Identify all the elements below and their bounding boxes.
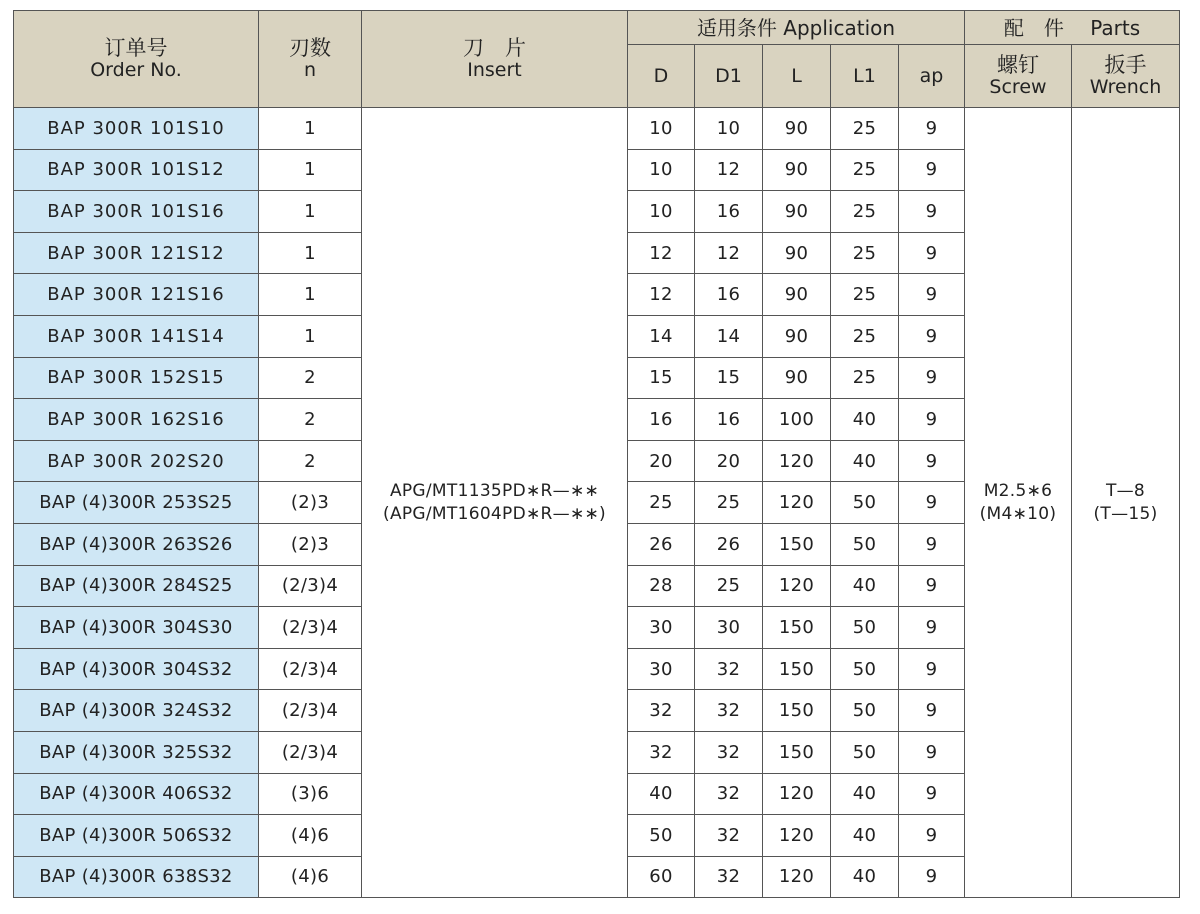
cell-order-no: BAP (4)300R 263S26 bbox=[14, 523, 259, 565]
cell-order-no: BAP 300R 162S16 bbox=[14, 399, 259, 441]
cell-d: 14 bbox=[628, 315, 695, 357]
cell-d: 12 bbox=[628, 232, 695, 274]
cell-ap: 9 bbox=[899, 815, 965, 857]
cell-order-no: BAP 300R 152S15 bbox=[14, 357, 259, 399]
cell-d: 16 bbox=[628, 399, 695, 441]
header-flutes bbox=[259, 11, 362, 108]
cell-ap: 9 bbox=[899, 648, 965, 690]
cell-l1: 25 bbox=[831, 232, 899, 274]
cell-l: 100 bbox=[763, 399, 831, 441]
cell-d1: 30 bbox=[695, 607, 763, 649]
cell-flutes: 1 bbox=[259, 232, 362, 274]
cell-l: 120 bbox=[763, 440, 831, 482]
cell-order-no: BAP (4)300R 506S32 bbox=[14, 815, 259, 857]
table-row bbox=[14, 108, 1180, 150]
cell-flutes: 2 bbox=[259, 399, 362, 441]
cell-l1: 40 bbox=[831, 773, 899, 815]
cell-order-no: BAP (4)300R 406S32 bbox=[14, 773, 259, 815]
cell-d1: 32 bbox=[695, 648, 763, 690]
cell-d1: 14 bbox=[695, 315, 763, 357]
cell-l: 150 bbox=[763, 648, 831, 690]
header-insert-cn: 刀 片 bbox=[463, 36, 526, 60]
cell-flutes: 1 bbox=[259, 108, 362, 150]
cell-ap: 9 bbox=[899, 731, 965, 773]
cell-d1: 15 bbox=[695, 357, 763, 399]
cell-ap: 9 bbox=[899, 108, 965, 150]
cell-flutes: 1 bbox=[259, 149, 362, 191]
cell-l1: 25 bbox=[831, 357, 899, 399]
cell-flutes: (2/3)4 bbox=[259, 648, 362, 690]
cell-ap: 9 bbox=[899, 440, 965, 482]
cell-l: 90 bbox=[763, 108, 831, 150]
cell-d: 10 bbox=[628, 149, 695, 191]
cell-order-no: BAP 300R 101S12 bbox=[14, 149, 259, 191]
cell-l1: 50 bbox=[831, 690, 899, 732]
cell-d1: 32 bbox=[695, 856, 763, 898]
cell-order-no: BAP (4)300R 638S32 bbox=[14, 856, 259, 898]
header-screw-cn: 螺钉 bbox=[997, 53, 1039, 77]
cell-d: 60 bbox=[628, 856, 695, 898]
cell-flutes: 2 bbox=[259, 357, 362, 399]
header-insert-en: Insert bbox=[467, 59, 522, 82]
cell-d: 32 bbox=[628, 731, 695, 773]
cell-order-no: BAP (4)300R 325S32 bbox=[14, 731, 259, 773]
header-wrench-en: Wrench bbox=[1089, 76, 1162, 99]
cell-insert bbox=[362, 108, 628, 898]
cell-flutes: (4)6 bbox=[259, 856, 362, 898]
cell-l: 150 bbox=[763, 607, 831, 649]
cell-l: 120 bbox=[763, 856, 831, 898]
cell-ap: 9 bbox=[899, 191, 965, 233]
cell-order-no: BAP 300R 141S14 bbox=[14, 315, 259, 357]
wrench-line-1: T—8 bbox=[1105, 480, 1146, 501]
header-col-l: L bbox=[763, 45, 831, 108]
cell-l1: 50 bbox=[831, 648, 899, 690]
cell-flutes: 2 bbox=[259, 440, 362, 482]
insert-line-1: APG/MT1135PD∗R—∗∗ bbox=[389, 480, 600, 501]
cell-l1: 40 bbox=[831, 440, 899, 482]
cell-d1: 32 bbox=[695, 815, 763, 857]
cell-order-no: BAP (4)300R 304S30 bbox=[14, 607, 259, 649]
cell-flutes: (3)6 bbox=[259, 773, 362, 815]
header-order-en: Order No. bbox=[90, 59, 182, 82]
header-screw bbox=[965, 45, 1072, 108]
cell-ap: 9 bbox=[899, 315, 965, 357]
header-col-d1: D1 bbox=[695, 45, 763, 108]
cell-order-no: BAP 300R 101S16 bbox=[14, 191, 259, 233]
cell-d1: 32 bbox=[695, 690, 763, 732]
cell-ap: 9 bbox=[899, 232, 965, 274]
cell-l: 120 bbox=[763, 815, 831, 857]
cell-l: 150 bbox=[763, 731, 831, 773]
cell-l1: 40 bbox=[831, 399, 899, 441]
cell-l1: 50 bbox=[831, 482, 899, 524]
cell-order-no: BAP 300R 121S12 bbox=[14, 232, 259, 274]
cell-l1: 25 bbox=[831, 108, 899, 150]
cell-ap: 9 bbox=[899, 482, 965, 524]
cell-d1: 16 bbox=[695, 274, 763, 316]
header-wrench bbox=[1072, 45, 1180, 108]
cell-l1: 40 bbox=[831, 815, 899, 857]
header-flutes-cn: 刃数 bbox=[289, 36, 331, 60]
spec-table-wrapper bbox=[13, 10, 1180, 898]
spec-table bbox=[13, 10, 1180, 898]
cell-d: 30 bbox=[628, 648, 695, 690]
cell-order-no: BAP (4)300R 253S25 bbox=[14, 482, 259, 524]
cell-d1: 26 bbox=[695, 523, 763, 565]
cell-order-no: BAP (4)300R 284S25 bbox=[14, 565, 259, 607]
cell-d: 32 bbox=[628, 690, 695, 732]
cell-ap: 9 bbox=[899, 357, 965, 399]
cell-ap: 9 bbox=[899, 523, 965, 565]
cell-d: 10 bbox=[628, 108, 695, 150]
cell-order-no: BAP 300R 101S10 bbox=[14, 108, 259, 150]
cell-ap: 9 bbox=[899, 274, 965, 316]
cell-flutes: (2/3)4 bbox=[259, 607, 362, 649]
cell-l: 90 bbox=[763, 274, 831, 316]
cell-d1: 25 bbox=[695, 565, 763, 607]
header-flutes-en: n bbox=[303, 59, 317, 82]
cell-wrench bbox=[1072, 108, 1180, 898]
cell-d1: 25 bbox=[695, 482, 763, 524]
cell-d1: 10 bbox=[695, 108, 763, 150]
cell-flutes: (2/3)4 bbox=[259, 731, 362, 773]
cell-d: 26 bbox=[628, 523, 695, 565]
cell-order-no: BAP (4)300R 304S32 bbox=[14, 648, 259, 690]
cell-l: 120 bbox=[763, 482, 831, 524]
cell-d: 50 bbox=[628, 815, 695, 857]
cell-l1: 40 bbox=[831, 565, 899, 607]
cell-flutes: (2/3)4 bbox=[259, 565, 362, 607]
cell-d1: 32 bbox=[695, 731, 763, 773]
cell-l1: 25 bbox=[831, 149, 899, 191]
cell-l1: 50 bbox=[831, 523, 899, 565]
cell-d: 40 bbox=[628, 773, 695, 815]
cell-d1: 12 bbox=[695, 149, 763, 191]
cell-ap: 9 bbox=[899, 773, 965, 815]
cell-screw bbox=[965, 108, 1072, 898]
header-order-cn: 订单号 bbox=[104, 36, 168, 60]
cell-l1: 40 bbox=[831, 856, 899, 898]
cell-l1: 50 bbox=[831, 731, 899, 773]
cell-l1: 25 bbox=[831, 191, 899, 233]
cell-order-no: BAP (4)300R 324S32 bbox=[14, 690, 259, 732]
cell-d: 28 bbox=[628, 565, 695, 607]
cell-flutes: 1 bbox=[259, 191, 362, 233]
cell-flutes: 1 bbox=[259, 274, 362, 316]
cell-d: 30 bbox=[628, 607, 695, 649]
cell-l1: 50 bbox=[831, 607, 899, 649]
cell-flutes: (2)3 bbox=[259, 482, 362, 524]
cell-ap: 9 bbox=[899, 399, 965, 441]
cell-ap: 9 bbox=[899, 149, 965, 191]
cell-d1: 12 bbox=[695, 232, 763, 274]
cell-order-no: BAP 300R 202S20 bbox=[14, 440, 259, 482]
insert-line-2: (APG/MT1604PD∗R—∗∗) bbox=[383, 503, 606, 524]
cell-l1: 25 bbox=[831, 315, 899, 357]
cell-l: 90 bbox=[763, 232, 831, 274]
cell-flutes: (4)6 bbox=[259, 815, 362, 857]
header-wrench-cn: 扳手 bbox=[1104, 53, 1147, 77]
header-insert bbox=[362, 11, 628, 108]
cell-ap: 9 bbox=[899, 565, 965, 607]
screw-line-2: (M4∗10) bbox=[979, 503, 1057, 524]
header-col-l1: L1 bbox=[831, 45, 899, 108]
header-parts: 配 件 Parts bbox=[965, 11, 1180, 45]
cell-l: 150 bbox=[763, 690, 831, 732]
cell-l: 120 bbox=[763, 565, 831, 607]
header-application: 适用条件 Application bbox=[628, 11, 965, 45]
cell-l: 90 bbox=[763, 191, 831, 233]
cell-d: 25 bbox=[628, 482, 695, 524]
cell-l: 90 bbox=[763, 315, 831, 357]
cell-ap: 9 bbox=[899, 690, 965, 732]
cell-d: 10 bbox=[628, 191, 695, 233]
cell-flutes: (2/3)4 bbox=[259, 690, 362, 732]
table-body bbox=[14, 108, 1180, 898]
cell-l: 150 bbox=[763, 523, 831, 565]
cell-d1: 20 bbox=[695, 440, 763, 482]
table-header bbox=[14, 11, 1180, 108]
screw-line-1: M2.5∗6 bbox=[983, 480, 1053, 501]
cell-d: 12 bbox=[628, 274, 695, 316]
cell-l: 90 bbox=[763, 149, 831, 191]
cell-d: 15 bbox=[628, 357, 695, 399]
cell-flutes: 1 bbox=[259, 315, 362, 357]
wrench-line-2: (T—15) bbox=[1093, 503, 1158, 524]
cell-l: 90 bbox=[763, 357, 831, 399]
header-screw-en: Screw bbox=[989, 76, 1047, 99]
cell-l: 120 bbox=[763, 773, 831, 815]
header-col-d: D bbox=[628, 45, 695, 108]
header-col-ap: ap bbox=[899, 45, 965, 108]
cell-flutes: (2)3 bbox=[259, 523, 362, 565]
cell-l1: 25 bbox=[831, 274, 899, 316]
header-order-no bbox=[14, 11, 259, 108]
cell-ap: 9 bbox=[899, 856, 965, 898]
cell-d1: 16 bbox=[695, 191, 763, 233]
cell-ap: 9 bbox=[899, 607, 965, 649]
cell-order-no: BAP 300R 121S16 bbox=[14, 274, 259, 316]
cell-d1: 32 bbox=[695, 773, 763, 815]
cell-d: 20 bbox=[628, 440, 695, 482]
cell-d1: 16 bbox=[695, 399, 763, 441]
